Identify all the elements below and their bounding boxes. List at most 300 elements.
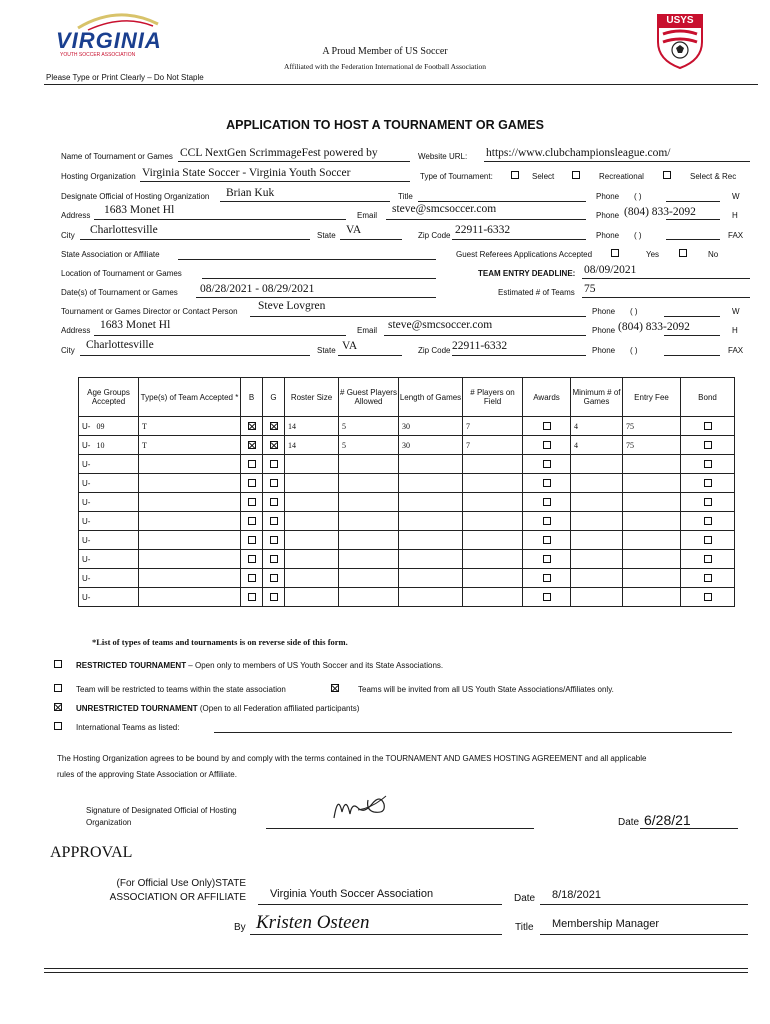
length-cell[interactable] [399,493,463,512]
age-group-cell[interactable] [79,436,139,455]
header-team-types: Type(s) of Team Accepted * [139,378,241,417]
bond-checkbox-cell[interactable] [681,493,735,512]
virginia-logo-text: VIRGINIA [56,28,162,53]
age-group-cell[interactable] [79,455,139,474]
g-checkbox-cell[interactable] [263,474,285,493]
u-prefix: U- [82,421,91,431]
g-checkbox[interactable] [270,593,278,601]
tournament-type-label: Type of Tournament: [420,172,493,181]
signature-label-2: Organization [86,818,132,827]
guest-cell[interactable] [339,531,399,550]
b-checkbox-cell[interactable] [241,512,263,531]
b-checkbox-cell[interactable] [241,569,263,588]
u-prefix: U- [82,440,91,450]
fee-cell[interactable] [623,588,681,607]
deadline-line [582,278,750,279]
bond-checkbox[interactable] [704,422,712,430]
awards-checkbox[interactable] [543,593,551,601]
u-prefix: U- [82,478,91,488]
players-cell[interactable] [463,512,523,531]
awards-checkbox[interactable] [543,479,551,487]
min-cell[interactable] [571,474,623,493]
fee-cell[interactable] [623,512,681,531]
b-checkbox[interactable] [248,479,256,487]
table-header-row [79,378,735,417]
awards-checkbox[interactable] [543,498,551,506]
official-label: Designate Official of Hosting Organization [61,192,210,201]
header-divider [44,84,758,85]
awards-checkbox[interactable] [543,536,551,544]
unrestricted-desc: (Open to all Federation affiliated participants) [197,704,360,713]
b-checkbox[interactable] [248,460,256,468]
virginia-logo [48,10,163,62]
header-bond: Bond [681,378,735,417]
awards-checkbox-cell[interactable] [523,531,571,550]
dir-zip-value[interactable]: 22911-6332 [452,340,508,352]
roster-cell[interactable]: 14 [285,436,339,455]
type-cell[interactable] [139,569,241,588]
awards-checkbox-cell[interactable] [523,417,571,436]
players-cell[interactable] [463,493,523,512]
min-cell[interactable]: 4 [571,436,623,455]
dir-phone-w-suffix: W [732,307,740,316]
type-select-checkbox[interactable] [511,171,519,179]
all-states-checkbox[interactable] [331,684,339,692]
header-minimum-games: Minimum # of Games [571,378,623,417]
players-cell[interactable] [463,531,523,550]
dir-phone-fax-label: Phone [592,346,616,355]
type-cell[interactable]: T [139,417,241,436]
zip-value[interactable]: 22911-6332 [455,224,511,236]
b-checkbox[interactable] [248,593,256,601]
players-cell[interactable] [463,455,523,474]
b-checkbox-cell[interactable] [241,493,263,512]
dir-city-value[interactable]: Charlottesville [86,339,154,351]
g-checkbox[interactable] [270,517,278,525]
approval-association-line [258,904,502,905]
length-cell[interactable] [399,569,463,588]
dir-phone-fax-paren: ( ) [630,346,638,355]
phone-fax-paren: ( ) [634,231,642,240]
bond-checkbox[interactable] [704,517,712,525]
b-checkbox-cell[interactable] [241,531,263,550]
awards-checkbox-cell[interactable] [523,474,571,493]
length-cell[interactable] [399,588,463,607]
table-row [79,531,735,550]
age-group-cell[interactable] [79,569,139,588]
awards-checkbox[interactable] [543,460,551,468]
signature-label-1: Signature of Designated Official of Hosting [86,806,237,815]
table-row [79,493,735,512]
awards-checkbox-cell[interactable] [523,550,571,569]
address-value[interactable]: 1683 Monet Hl [104,204,175,216]
approval-label-2: ASSOCIATION OR AFFILIATE [109,892,246,903]
guest-cell[interactable]: 5 [339,436,399,455]
bond-checkbox[interactable] [704,555,712,563]
players-cell[interactable] [463,569,523,588]
header-age-groups: Age Groups Accepted [79,378,139,417]
length-cell[interactable]: 30 [399,417,463,436]
website-line [484,161,750,162]
state-value[interactable]: VA [346,224,362,236]
length-cell[interactable]: 30 [399,436,463,455]
phone-w-suffix: W [732,192,740,201]
dir-phone-w-label: Phone [592,307,616,316]
awards-checkbox-cell[interactable] [523,512,571,531]
fee-cell[interactable] [623,550,681,569]
approval-title-label: Title [515,922,534,933]
website-label: Website URL: [418,152,468,161]
type-cell[interactable] [139,493,241,512]
dir-phone-h-suffix: H [732,326,738,335]
guest-ref-yes-checkbox[interactable] [611,249,619,257]
table-row [79,436,735,455]
fee-cell[interactable] [623,455,681,474]
guest-cell[interactable] [339,493,399,512]
est-teams-label: Estimated # of Teams [498,288,575,297]
length-cell[interactable] [399,550,463,569]
header-roster-size: Roster Size [285,378,339,417]
roster-cell[interactable]: 14 [285,417,339,436]
awards-checkbox[interactable] [543,517,551,525]
type-cell[interactable] [139,550,241,569]
bond-checkbox[interactable] [704,460,712,468]
tournament-name-label: Name of Tournament or Games [61,152,173,161]
min-cell[interactable] [571,493,623,512]
approval-label-1: (For Official Use Only)STATE [116,878,246,889]
awards-checkbox-cell[interactable] [523,569,571,588]
dir-zip-label: Zip Code [418,346,451,355]
phone-h-suffix: H [732,211,738,220]
fee-cell[interactable] [623,474,681,493]
international-checkbox[interactable] [54,722,62,730]
type-select-rec-checkbox[interactable] [663,171,671,179]
players-cell[interactable] [463,588,523,607]
bond-checkbox-cell[interactable] [681,588,735,607]
approval-by-signature[interactable]: Kristen Osteen [256,912,370,933]
dir-phone-fax-suffix: FAX [728,346,744,355]
signature-line [266,828,534,829]
bond-checkbox-cell[interactable] [681,474,735,493]
address-label: Address [61,211,91,220]
email-value[interactable]: steve@smcsoccer.com [392,203,497,215]
bond-checkbox-cell[interactable] [681,455,735,474]
b-checkbox[interactable] [248,422,256,430]
table-row [79,417,735,436]
dir-address-line [94,335,346,336]
official-value[interactable]: Brian Kuk [226,187,275,199]
g-checkbox-cell[interactable] [263,531,285,550]
city-label: City [61,231,75,240]
phone-fax-suffix: FAX [728,231,744,240]
type-cell[interactable]: T [139,436,241,455]
guest-cell[interactable] [339,474,399,493]
roster-cell[interactable] [285,474,339,493]
table-footnote: *List of types of teams and tournaments is on reverse side of this form. [92,637,348,647]
hosting-org-value[interactable]: Virginia State Soccer - Virginia Youth Soccer [142,167,351,179]
fee-cell[interactable] [623,569,681,588]
length-cell[interactable] [399,512,463,531]
roster-cell[interactable] [285,493,339,512]
players-cell[interactable]: 7 [463,417,523,436]
g-checkbox-cell[interactable] [263,588,285,607]
tournament-name-line [178,161,410,162]
table-row [79,512,735,531]
international-text: International Teams as listed: [76,723,180,732]
all-states-text: Teams will be invited from all US Youth State Associations/Affiliates only. [358,685,614,694]
b-checkbox-cell[interactable] [241,436,263,455]
age-group-cell[interactable] [79,588,139,607]
bond-checkbox-cell[interactable] [681,569,735,588]
b-checkbox-cell[interactable] [241,455,263,474]
state-assoc-label: State Association or Affiliate [61,250,160,259]
fee-cell[interactable] [623,531,681,550]
address-line [94,219,346,220]
type-select-label: Select [532,172,555,181]
awards-checkbox-cell[interactable] [523,588,571,607]
header-players-on-field: # Players on Field [463,378,523,417]
age-group-cell[interactable] [79,474,139,493]
b-checkbox[interactable] [248,536,256,544]
restricted-desc: – Open only to members of US Youth Soccer and its State Associations. [186,661,444,670]
dir-state-value[interactable]: VA [342,340,358,352]
type-cell[interactable] [139,455,241,474]
age-value: 09 [96,421,105,431]
bond-checkbox[interactable] [704,593,712,601]
guest-cell[interactable] [339,588,399,607]
awards-checkbox[interactable] [543,555,551,563]
g-checkbox[interactable] [270,555,278,563]
g-checkbox[interactable] [270,479,278,487]
awards-checkbox-cell[interactable] [523,436,571,455]
dir-city-line [80,355,310,356]
b-checkbox[interactable] [248,498,256,506]
est-teams-value[interactable]: 75 [584,283,596,295]
b-checkbox[interactable] [248,555,256,563]
phone-w-paren: ( ) [634,192,642,201]
signature-date-value[interactable]: 6/28/21 [644,812,691,828]
age-group-cell[interactable] [79,531,139,550]
dir-phone-h-line [664,335,720,336]
age-group-cell[interactable] [79,417,139,436]
roster-cell[interactable] [285,455,339,474]
bond-checkbox[interactable] [704,479,712,487]
table-row [79,474,735,493]
u-prefix: U- [82,554,91,564]
header-guest-players: # Guest Players Allowed [339,378,399,417]
state-line [340,239,402,240]
players-cell[interactable]: 7 [463,436,523,455]
bond-checkbox[interactable] [704,536,712,544]
guest-cell[interactable] [339,569,399,588]
approval-date-line [540,904,748,905]
b-checkbox[interactable] [248,441,256,449]
fee-cell[interactable] [623,493,681,512]
guest-cell[interactable]: 5 [339,417,399,436]
fee-cell[interactable]: 75 [623,417,681,436]
international-line [214,732,732,733]
type-cell[interactable] [139,512,241,531]
title-label: Title [398,192,413,201]
awards-checkbox[interactable] [543,441,551,449]
min-cell[interactable] [571,455,623,474]
dates-value[interactable]: 08/28/2021 - 08/29/2021 [200,283,315,295]
bond-checkbox-cell[interactable] [681,550,735,569]
g-checkbox-cell[interactable] [263,569,285,588]
age-group-cell[interactable] [79,550,139,569]
deadline-value[interactable]: 08/09/2021 [584,264,637,276]
bond-checkbox-cell[interactable] [681,512,735,531]
location-line [202,278,436,279]
u-prefix: U- [82,573,91,583]
approval-title-value[interactable]: Membership Manager [552,918,659,930]
dir-city-label: City [61,346,75,355]
players-cell[interactable] [463,550,523,569]
signature-date-label: Date [618,817,640,828]
awards-checkbox-cell[interactable] [523,455,571,474]
guest-cell[interactable] [339,550,399,569]
dir-phone-fax-line [664,355,720,356]
bond-checkbox-cell[interactable] [681,531,735,550]
guest-cell[interactable] [339,455,399,474]
fee-cell[interactable]: 75 [623,436,681,455]
within-state-checkbox[interactable] [54,684,62,692]
phone-fax-line [666,239,720,240]
phone-fax-label: Phone [596,231,620,240]
dir-email-value[interactable]: steve@smcsoccer.com [388,319,493,331]
dir-email-label: Email [357,326,378,335]
approval-heading: APPROVAL [50,844,133,861]
bottom-rule-1 [44,968,748,969]
g-checkbox-cell[interactable] [263,550,285,569]
age-group-cell[interactable] [79,493,139,512]
bond-checkbox[interactable] [704,498,712,506]
bond-checkbox-cell[interactable] [681,436,735,455]
players-cell[interactable] [463,474,523,493]
website-value[interactable]: https://www.clubchampionsleague.com/ [486,147,671,159]
b-checkbox-cell[interactable] [241,417,263,436]
table-row [79,569,735,588]
awards-checkbox-cell[interactable] [523,493,571,512]
instruction-text: Please Type or Print Clearly – Do Not Staple [46,73,204,82]
roster-cell[interactable] [285,550,339,569]
deadline-label: TEAM ENTRY DEADLINE: [478,269,576,278]
table-row [79,550,735,569]
roster-cell[interactable] [285,531,339,550]
bond-checkbox[interactable] [704,574,712,582]
approval-title-line [540,934,748,935]
min-cell[interactable] [571,569,623,588]
approval-association-value[interactable]: Virginia Youth Soccer Association [270,888,434,900]
dir-address-value[interactable]: 1683 Monet Hl [100,319,171,331]
guest-cell[interactable] [339,512,399,531]
bond-checkbox-cell[interactable] [681,417,735,436]
guest-ref-no-label: No [708,250,719,259]
zip-label: Zip Code [418,231,451,240]
length-cell[interactable] [399,531,463,550]
awards-checkbox[interactable] [543,574,551,582]
g-checkbox-cell[interactable] [263,455,285,474]
awards-checkbox[interactable] [543,422,551,430]
header-length-of-games: Length of Games [399,378,463,417]
bond-checkbox[interactable] [704,441,712,449]
guest-ref-label: Guest Referees Applications Accepted [456,250,593,259]
b-checkbox-cell[interactable] [241,474,263,493]
official-signature-icon [328,788,398,830]
city-value[interactable]: Charlottesville [90,224,158,236]
phone-h-value[interactable]: (804) 833-2092 [624,206,696,218]
usys-logo [655,12,705,70]
b-checkbox-cell[interactable] [241,550,263,569]
type-cell[interactable] [139,531,241,550]
dir-phone-w-paren: ( ) [630,307,638,316]
director-value[interactable]: Steve Lovgren [258,300,326,312]
g-checkbox[interactable] [270,536,278,544]
age-group-cell[interactable] [79,512,139,531]
type-select-rec-label: Select & Rec [690,172,737,181]
type-cell[interactable] [139,588,241,607]
restricted-text [76,661,443,670]
g-checkbox-cell[interactable] [263,512,285,531]
g-checkbox[interactable] [270,460,278,468]
affiliated-line: Affiliated with the Federation International de Football Association [283,62,487,71]
min-cell[interactable] [571,531,623,550]
min-cell[interactable] [571,512,623,531]
min-cell[interactable] [571,550,623,569]
g-checkbox[interactable] [270,441,278,449]
g-checkbox-cell[interactable] [263,493,285,512]
g-checkbox-cell[interactable] [263,436,285,455]
unrestricted-title: UNRESTRICTED TOURNAMENT [76,704,198,713]
tournament-name-value[interactable]: CCL NextGen ScrimmageFest powered by [180,147,378,159]
dir-email-line [384,335,586,336]
b-checkbox[interactable] [248,517,256,525]
min-cell[interactable]: 4 [571,417,623,436]
title-line [418,201,586,202]
header-boys: B [241,378,263,417]
g-checkbox[interactable] [270,574,278,582]
length-cell[interactable] [399,455,463,474]
type-recreational-checkbox[interactable] [572,171,580,179]
roster-cell[interactable] [285,588,339,607]
roster-cell[interactable] [285,512,339,531]
b-checkbox-cell[interactable] [241,588,263,607]
dir-phone-h-value[interactable]: (804) 833-2092 [618,321,690,333]
approval-by-label: By [234,922,246,933]
header-entry-fee: Entry Fee [623,378,681,417]
g-checkbox[interactable] [270,498,278,506]
g-checkbox-cell[interactable] [263,417,285,436]
unrestricted-checkbox[interactable] [54,703,62,711]
table-row [79,455,735,474]
b-checkbox[interactable] [248,574,256,582]
approval-by-line [250,934,502,935]
unrestricted-text [76,704,359,713]
guest-ref-yes-label: Yes [646,250,660,259]
dir-state-label: State [317,346,336,355]
guest-ref-no-checkbox[interactable] [679,249,687,257]
g-checkbox[interactable] [270,422,278,430]
restricted-checkbox[interactable] [54,660,62,668]
approval-date-value[interactable]: 8/18/2021 [552,889,601,901]
roster-cell[interactable] [285,569,339,588]
restricted-title: RESTRICTED TOURNAMENT [76,661,187,670]
type-cell[interactable] [139,474,241,493]
length-cell[interactable] [399,474,463,493]
min-cell[interactable] [571,588,623,607]
dir-phone-w-line [664,316,720,317]
within-state-text: Team will be restricted to teams within the state association [76,685,286,694]
